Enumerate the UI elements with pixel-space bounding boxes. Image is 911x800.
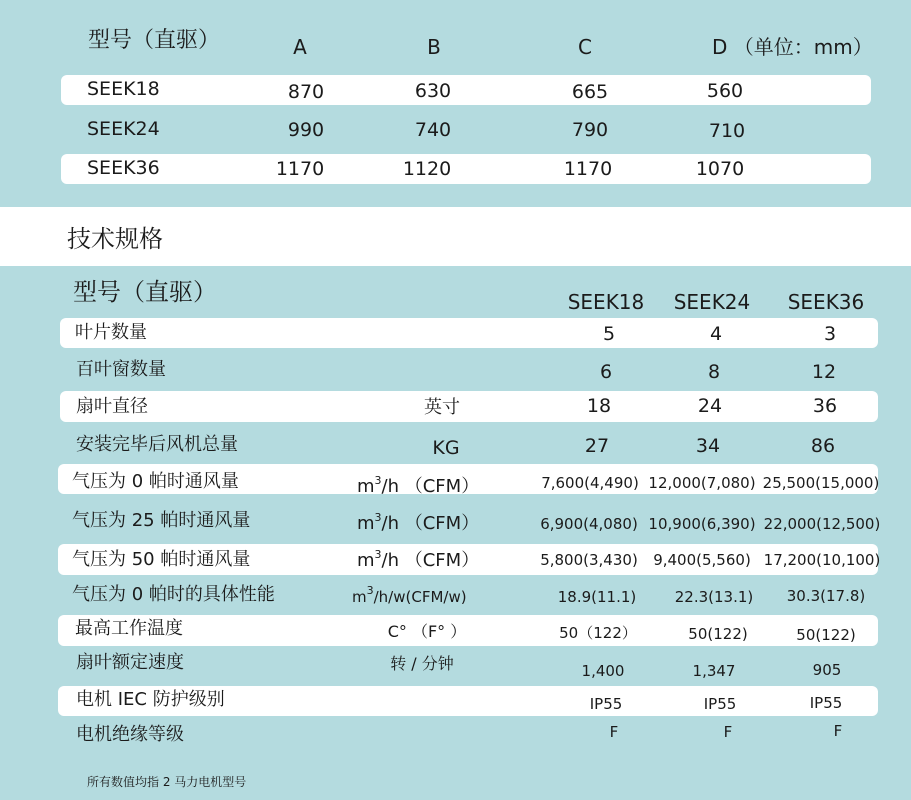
spec-unit: $m^3/h$ （CFM） xyxy=(357,548,480,571)
spec-label: 气压为 0 帕时通风量 xyxy=(72,471,239,492)
spec-value-1: 5 xyxy=(602,323,616,345)
spec-label: 最高工作温度 xyxy=(75,618,183,639)
spec-value-1: 7,600(4,490) xyxy=(541,474,639,492)
spec-value-3: 3 xyxy=(823,323,837,345)
spec-value-2: 12,000(7,080) xyxy=(648,474,756,492)
dim-header-d: D （单位：mm） xyxy=(712,35,873,59)
specs-header-model: 型号（直驱） xyxy=(73,278,217,306)
dim-c: 1170 xyxy=(563,158,613,180)
dim-a: 990 xyxy=(287,119,325,141)
spec-value-1: 6,900(4,080) xyxy=(540,515,638,533)
dim-model: SEEK24 xyxy=(87,118,160,140)
spec-value-2: 22.3(13.1) xyxy=(674,588,754,606)
dim-header-a: A xyxy=(293,35,307,59)
spec-label: 扇叶额定速度 xyxy=(76,652,184,673)
spec-unit: $m^3/h/w(CFM/w)$ xyxy=(352,584,467,606)
spec-value-3: 30.3(17.8) xyxy=(786,587,866,605)
dim-header-c: C xyxy=(578,35,592,59)
dim-model: SEEK18 xyxy=(87,78,160,100)
dim-a: 1170 xyxy=(275,158,325,180)
dim-b: 630 xyxy=(414,80,452,102)
dim-d: 1070 xyxy=(695,158,745,180)
spec-value-2: 4 xyxy=(709,323,723,345)
spec-label: 叶片数量 xyxy=(75,322,147,343)
spec-unit: C° （F° ） xyxy=(387,622,467,641)
spec-unit: KG xyxy=(432,437,460,459)
spec-value-2: 8 xyxy=(707,361,721,383)
spec-value-3: 905 xyxy=(812,661,842,679)
spec-value-3: 12 xyxy=(811,361,837,383)
dim-header-model: 型号（直驱） xyxy=(88,28,221,53)
specs-header-col1: SEEK18 xyxy=(567,290,645,314)
spec-label: 气压为 50 帕时通风量 xyxy=(72,549,251,570)
spec-value-2: 34 xyxy=(695,435,721,457)
spec-value-3: 50(122) xyxy=(796,626,856,644)
spec-value-1: 50（122） xyxy=(559,624,637,642)
dim-c: 790 xyxy=(571,119,609,141)
spec-label: 扇叶直径 xyxy=(76,396,148,417)
spec-label: 气压为 25 帕时通风量 xyxy=(72,510,251,531)
dim-model: SEEK36 xyxy=(87,157,160,179)
spec-label: 百叶窗数量 xyxy=(76,359,166,380)
spec-value-1: 18 xyxy=(586,395,612,417)
spec-value-2: 10,900(6,390) xyxy=(648,515,756,533)
spec-value-1: F xyxy=(609,723,619,741)
spec-value-3: 17,200(10,100) xyxy=(763,551,881,569)
spec-value-2: 1,347 xyxy=(692,662,736,680)
dim-d: 560 xyxy=(706,80,744,102)
footnote: 所有数值均指 2 马力电机型号 xyxy=(87,775,247,789)
spec-value-3: 25,500(15,000) xyxy=(762,474,880,492)
spec-value-1: 6 xyxy=(599,361,613,383)
spec-value-2: 24 xyxy=(697,395,723,417)
spec-value-2: 50(122) xyxy=(688,625,748,643)
spec-unit: $m^3/h$ （CFM） xyxy=(357,474,480,497)
spec-label: 安装完毕后风机总量 xyxy=(76,434,238,455)
spec-unit: 转 / 分钟 xyxy=(390,654,454,673)
spec-unit: 英寸 xyxy=(424,397,460,418)
spec-value-3: 86 xyxy=(810,435,836,457)
spec-value-1: 5,800(3,430) xyxy=(540,551,638,569)
spec-value-1: 18.9(11.1) xyxy=(557,588,637,606)
spec-unit: $m^3/h$ （CFM） xyxy=(357,511,480,534)
spec-value-3: 22,000(12,500) xyxy=(763,515,881,533)
spec-value-2: IP55 xyxy=(703,695,737,713)
spec-value-3: 36 xyxy=(812,395,838,417)
spec-value-3: F xyxy=(833,722,843,740)
dim-a: 870 xyxy=(287,81,325,103)
dim-row-band xyxy=(61,154,871,184)
dim-b: 740 xyxy=(414,119,452,141)
dim-row-band xyxy=(61,75,871,105)
spec-row-band xyxy=(60,318,878,348)
spec-value-2: F xyxy=(723,723,733,741)
section-title: 技术规格 xyxy=(67,225,163,253)
specs-header-col3: SEEK36 xyxy=(787,290,865,314)
spec-value-1: IP55 xyxy=(589,695,623,713)
spec-label: 电机绝缘等级 xyxy=(76,724,184,745)
spec-value-3: IP55 xyxy=(809,694,843,712)
spec-value-1: 1,400 xyxy=(581,662,625,680)
dim-b: 1120 xyxy=(402,158,452,180)
dim-c: 665 xyxy=(571,81,609,103)
dim-d: 710 xyxy=(708,120,746,142)
spec-value-2: 9,400(5,560) xyxy=(653,551,751,569)
specs-header-col2: SEEK24 xyxy=(673,290,751,314)
spec-value-1: 27 xyxy=(584,435,610,457)
dim-header-b: B xyxy=(427,35,441,59)
spec-label: 气压为 0 帕时的具体性能 xyxy=(72,584,275,605)
spec-label: 电机 IEC 防护级别 xyxy=(76,689,225,710)
spec-row-band xyxy=(60,391,878,422)
